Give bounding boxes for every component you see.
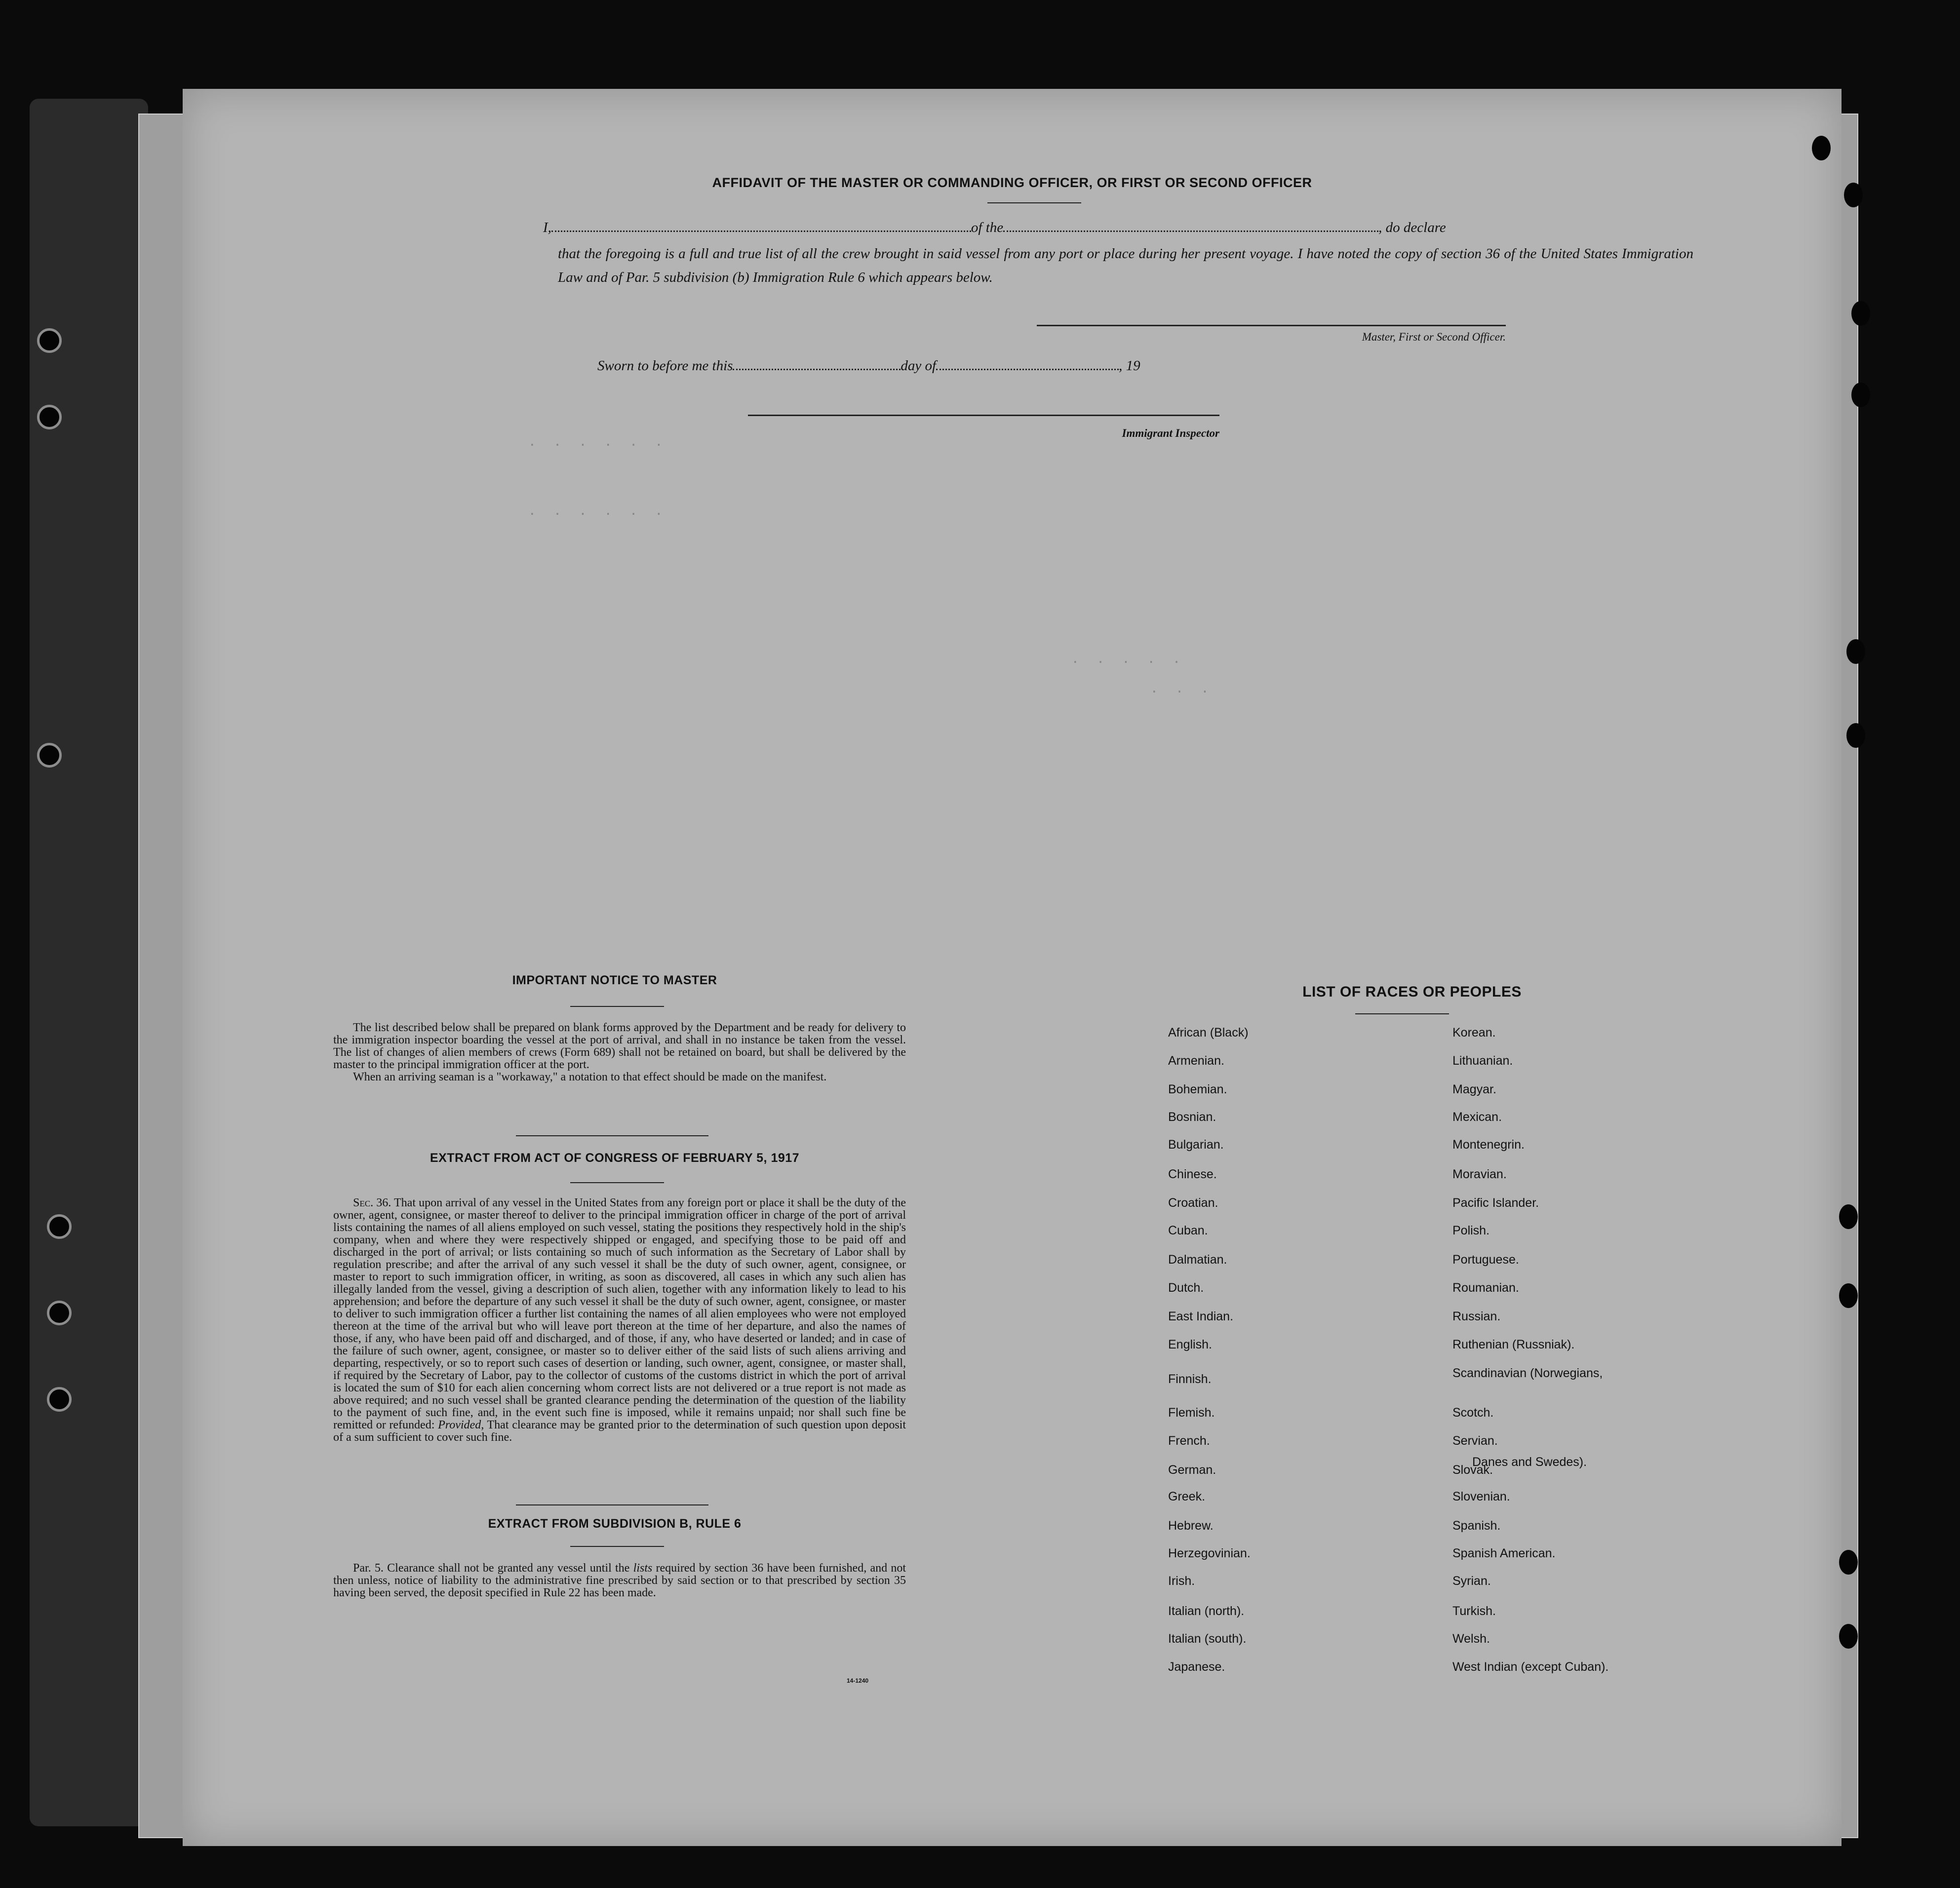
races-list <box>1168 1026 1662 1677</box>
affidavit-declaration-line <box>543 220 1693 236</box>
title-divider <box>987 202 1081 203</box>
race-entry: Slovak. <box>1452 1463 1493 1477</box>
race-entry: English. <box>1168 1338 1212 1351</box>
sworn-prefix: Sworn to before me this <box>597 358 733 374</box>
race-entry: Croatian. <box>1168 1196 1218 1210</box>
race-entry: Cuban. <box>1168 1224 1208 1237</box>
race-entry: Ruthenian (Russniak). <box>1452 1338 1575 1351</box>
race-entry: Irish. <box>1168 1574 1195 1588</box>
race-entry: Herzegovinian. <box>1168 1546 1251 1560</box>
bleed-through-marks: . . . . . . <box>528 434 668 449</box>
race-entry: Roumanian. <box>1452 1281 1519 1295</box>
section-divider <box>516 1135 708 1136</box>
race-entry: Scotch. <box>1452 1406 1494 1420</box>
race-entry: Finnish. <box>1168 1372 1212 1386</box>
sworn-day-label: day of <box>901 358 937 374</box>
vessel-name-field[interactable] <box>1003 231 1378 232</box>
race-entry: Lithuanian. <box>1452 1054 1513 1068</box>
binder-hole <box>47 1301 72 1325</box>
section-divider <box>516 1504 708 1505</box>
race-entry: Syrian. <box>1452 1574 1491 1588</box>
race-entry: Italian (south). <box>1168 1632 1247 1646</box>
race-entry: Flemish. <box>1168 1406 1215 1420</box>
race-entry: French. <box>1168 1434 1210 1448</box>
race-entry: Greek. <box>1168 1490 1206 1503</box>
punch-hole <box>1851 301 1870 326</box>
races-divider <box>1355 1013 1449 1014</box>
act-extract-title: EXTRACT FROM ACT OF CONGRESS OF FEBRUARY 5, 1917 <box>430 1151 800 1165</box>
punch-hole <box>1839 1204 1858 1229</box>
race-entry-continuation: Danes and Swedes). <box>1472 1455 1587 1469</box>
race-entry: Magyar. <box>1452 1082 1496 1096</box>
punch-hole <box>1851 383 1870 407</box>
punch-hole <box>1839 1283 1858 1308</box>
punch-hole <box>1839 1624 1858 1649</box>
race-entry: West Indian (except Cuban). <box>1452 1660 1609 1674</box>
race-entry: Portuguese. <box>1452 1253 1519 1267</box>
sworn-year-label: , 19 <box>1119 358 1140 374</box>
binder-spine <box>30 99 148 1826</box>
race-entry: Welsh. <box>1452 1632 1490 1646</box>
notice-title: IMPORTANT NOTICE TO MASTER <box>512 973 717 987</box>
punch-hole <box>1846 639 1865 664</box>
race-entry: Polish. <box>1452 1224 1490 1237</box>
punch-hole <box>1844 183 1863 207</box>
race-entry: East Indian. <box>1168 1310 1234 1323</box>
race-entry: Bulgarian. <box>1168 1138 1224 1152</box>
act-divider <box>570 1182 664 1183</box>
notice-paragraph: The list described below shall be prepared on blank forms approved by the Department and be ready for delivery to the immigration inspector boarding the vessel at the port of arrival, and shall in no instance be taken from the vessel. The list of changes of alien members of crews (Form 689) shall not be retained on board, but shall be delivered by the master to the principal immigration officer at the port. <box>333 1021 906 1071</box>
declarant-prefix: I, <box>543 220 551 235</box>
bleed-through-marks: . . . . . . <box>528 503 668 518</box>
race-entry: Bohemian. <box>1168 1082 1227 1096</box>
race-entry: Hebrew. <box>1168 1519 1214 1533</box>
notice-paragraph: When an arriving seaman is a "workaway," a notation to that effect should be made on the manifest. <box>353 1071 827 1083</box>
binder-hole <box>37 405 62 429</box>
declare-suffix: , do declare <box>1378 220 1446 235</box>
race-entry: Armenian. <box>1168 1054 1224 1068</box>
bleed-through-marks: . . . <box>1150 681 1214 696</box>
officer-signature-label: Master, First or Second Officer. <box>1362 331 1506 343</box>
binder-hole <box>37 328 62 353</box>
race-entry: Moravian. <box>1452 1167 1507 1181</box>
binder-hole <box>47 1387 72 1412</box>
inspector-label: Immigrant Inspector <box>1122 427 1219 439</box>
punch-hole <box>1846 723 1865 748</box>
sworn-month-field[interactable] <box>936 369 1119 370</box>
race-entry: Spanish. <box>1452 1519 1501 1533</box>
officer-signature-line[interactable] <box>1037 325 1506 326</box>
binder-hole <box>37 743 62 768</box>
race-entry: Korean. <box>1452 1026 1496 1040</box>
officer-name-field[interactable] <box>551 231 971 232</box>
manifest-page <box>183 89 1842 1846</box>
race-entry: Pacific Islander. <box>1452 1196 1539 1210</box>
rule-divider <box>570 1546 664 1547</box>
race-entry: Dutch. <box>1168 1281 1204 1295</box>
race-entry: Spanish American. <box>1452 1546 1556 1560</box>
bleed-through-marks: . . . . . <box>1071 652 1185 666</box>
punch-hole <box>1812 136 1831 160</box>
section-36-text: That upon arrival of any vessel in the United States from any foreign port or place it shall be the duty of the owner, agent, consignee, or master thereof to deliver to the principal immigration officer in charge of the port of arrival lists containing the names of all aliens employed on such vessel, stating the positions they respectively hold in the ship's company, when and where they were respectively shipped or engaged, and specifying those to be paid off and discharged in the port of arrival; or lists containing so much of such information as the Secretary of Labor shall by regulation prescribe; and after the arrival of any such vessel it shall be the duty of such owner, agent, consignee, or master to report to such immigration officer, in writing, as soon as discovered, all cases in which any such alien has illegally landed from the vessel, giving a description of such alien, together with any information likely to lead to his apprehension; and before the departure of any such vessel it shall be the duty of such owner, agent, consignee, or master to deliver to such immigration officer a further list containing the names of all alien employees who were not employed thereon at the time of the arrival but who will leave port thereon at the time of her departure, and also the names of those, if any, who have been paid off and discharged, and of those, if any, who have deserted or landed; and in case of the failure of such owner, agent, consignee, or master so to deliver either of the said lists of such aliens arriving and departing, respectively, or so to report such cases of desertion or landing, such owner, agent, consignee, or master shall, if required by the Secretary of Labor, pay to the collector of customs of the customs district in which the port of arrival is located the sum of $10 for each alien concerning whom correct lists are not delivered or a true report is not made as above required; and no such vessel shall be granted clearance pending the determination of the question of the liability to the payment of such fine, and, in the event such fine is imposed, while it remains unpaid; nor shall such fine be remitted or refunded: <box>333 1196 906 1431</box>
vessel-label: of the <box>971 220 1004 235</box>
form-number: 14-1240 <box>847 1677 869 1684</box>
act-extract-body <box>333 1197 906 1444</box>
affidavit-body: that the foregoing is a full and true list of all the crew brought in said vessel from any port or place during her present voyage. I have noted the copy of section 36 of the United States Immigration Law and of Par. 5 subdivision (b) Immigration Rule 6 which appears below. <box>558 246 1693 285</box>
lists-word: lists <box>633 1562 653 1575</box>
sworn-date-field[interactable] <box>733 369 901 370</box>
race-entry: Montenegrin. <box>1452 1138 1525 1152</box>
rule-text-start: Par. 5. Clearance shall not be granted any vessel until the <box>353 1562 630 1575</box>
notice-body <box>333 1022 906 1083</box>
rule-extract-title: EXTRACT FROM SUBDIVISION B, RULE 6 <box>488 1517 742 1531</box>
race-entry: Slovenian. <box>1452 1490 1510 1503</box>
notice-divider <box>570 1006 664 1007</box>
affidavit-title: AFFIDAVIT OF THE MASTER OR COMMANDING OFFICER, OR FIRST OR SECOND OFFICER <box>712 175 1312 190</box>
rule-text-end: required by section 36 have been furnished, and not then unless, notice of liability to the administrative fine prescribed by said section or to that prescribed by section 35 having been served, the deposit specified in Rule 22 has been made. <box>333 1562 906 1599</box>
section-lead: Sec. 36. <box>353 1196 392 1209</box>
rule-extract-body <box>333 1562 906 1599</box>
race-entry: Dalmatian. <box>1168 1253 1227 1267</box>
binder-hole <box>47 1214 72 1239</box>
provided-word: Provided, <box>438 1419 484 1431</box>
race-entry: Chinese. <box>1168 1167 1217 1181</box>
race-entry: Servian. <box>1452 1434 1498 1448</box>
section-36-end: That clearance may be granted prior to the determination of such question upon deposit of a sum sufficient to cover such fine. <box>333 1419 906 1444</box>
race-entry: Bosnian. <box>1168 1110 1216 1124</box>
race-entry: Mexican. <box>1452 1110 1502 1124</box>
race-entry: Russian. <box>1452 1310 1501 1323</box>
race-entry: African (Black) <box>1168 1026 1249 1040</box>
races-title: LIST OF RACES OR PEOPLES <box>1302 984 1522 1000</box>
race-entry: Turkish. <box>1452 1604 1496 1618</box>
sworn-statement <box>597 358 1387 374</box>
race-entry: Scandinavian (Norwegians, <box>1452 1366 1603 1380</box>
race-entry: Italian (north). <box>1168 1604 1245 1618</box>
race-entry: Japanese. <box>1168 1660 1225 1674</box>
inspector-signature-line[interactable] <box>748 415 1219 416</box>
punch-hole <box>1839 1550 1858 1575</box>
race-entry: German. <box>1168 1463 1216 1477</box>
